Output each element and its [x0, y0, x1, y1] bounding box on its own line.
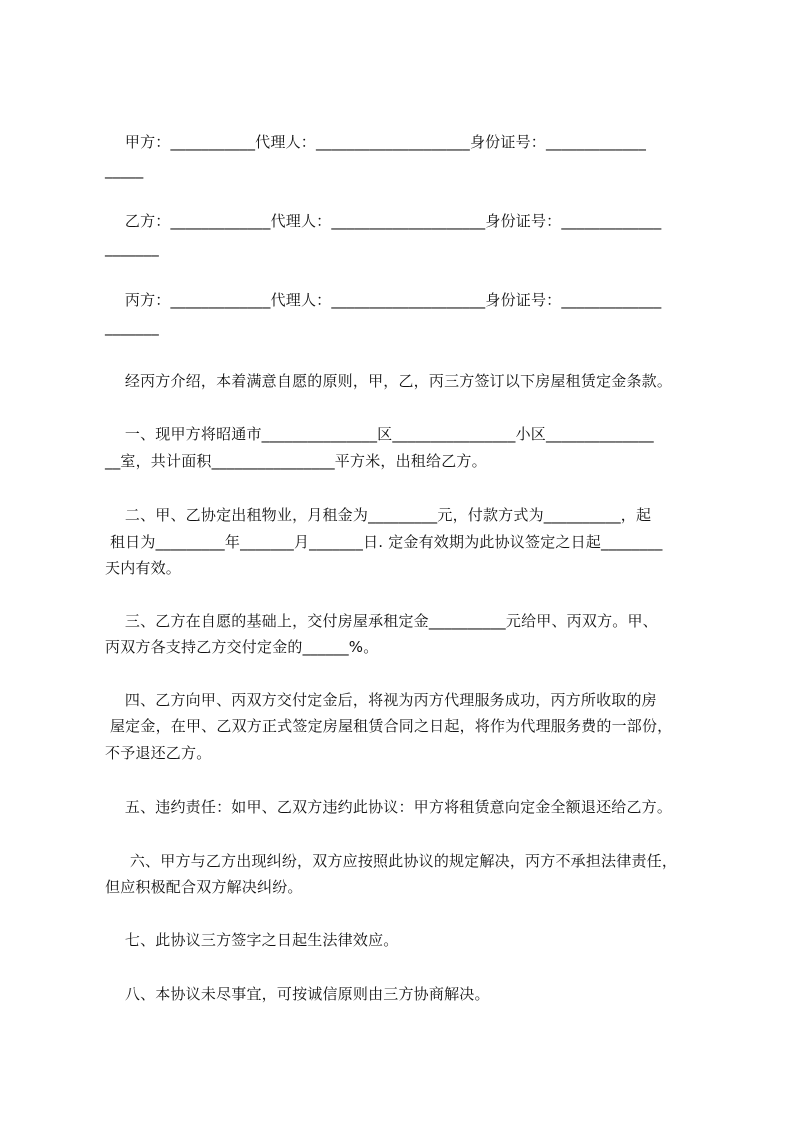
clause-4-line-3: 不予退还乙方。 — [105, 744, 212, 762]
clause-4-line-2: 屋定金，在甲、乙双方正式签定房屋租赁合同之日起，将作为代理服务费的一部份， — [105, 717, 673, 735]
clause-6-line-1: 六、甲方与乙方出现纠纷，双方应按照此协议的规定解决，丙方不承担法律责任， — [105, 852, 678, 870]
party-c-line-cont: _______ — [105, 318, 159, 336]
clause-2-line-1: 二、甲、乙协定出租物业，月租金为_________元，付款方式为__________，起 — [105, 506, 652, 524]
party-a-line: 甲方：___________代理人：____________________身份证号：_____________ — [105, 133, 647, 151]
party-c-line: 丙方：_____________代理人：____________________身份证号：_____________ — [105, 291, 662, 309]
clause-7-line-1: 七、此协议三方签字之日起生法律效应。 — [105, 931, 399, 949]
clause-8-line-1: 八、本协议未尽事宜，可按诚信原则由三方协商解决。 — [105, 985, 490, 1003]
clause-5-line-1: 五、违约责任：如甲、乙双方违约此协议：甲方将租赁意向定金全额退还给乙方。 — [105, 798, 673, 816]
party-a-line-cont: _____ — [105, 161, 144, 179]
clause-1-line-2: __室，共计面积________________平方米，出租给乙方。 — [105, 452, 487, 470]
clause-1-line-1: 一、现甲方将昭通市_______________区________________小区______________ — [105, 425, 654, 443]
clause-2-line-2: 租日为_________年_______月_______日. 定金有效期为此协议签定之日起________ — [105, 533, 663, 551]
clause-4-line-1: 四、乙方向甲、丙双方交付定金后，将视为丙方代理服务成功，丙方所收取的房 — [105, 691, 657, 709]
clause-2-line-3: 天内有效。 — [105, 559, 182, 577]
party-b-line-cont: _______ — [105, 239, 159, 257]
clause-3-line-1: 三、乙方在自愿的基础上，交付房屋承租定金__________元给甲、丙双方。甲、 — [105, 612, 658, 630]
clause-3-line-2: 丙双方各支持乙方交付定金的______%。 — [105, 638, 379, 656]
party-b-line: 乙方：_____________代理人：____________________身份证号：_____________ — [105, 212, 662, 230]
intro-paragraph: 经丙方介绍，本着满意自愿的原则，甲，乙，丙三方签订以下房屋租赁定金条款。 — [105, 372, 673, 390]
clause-6-line-2: 但应积极配合双方解决纠纷。 — [105, 878, 303, 896]
